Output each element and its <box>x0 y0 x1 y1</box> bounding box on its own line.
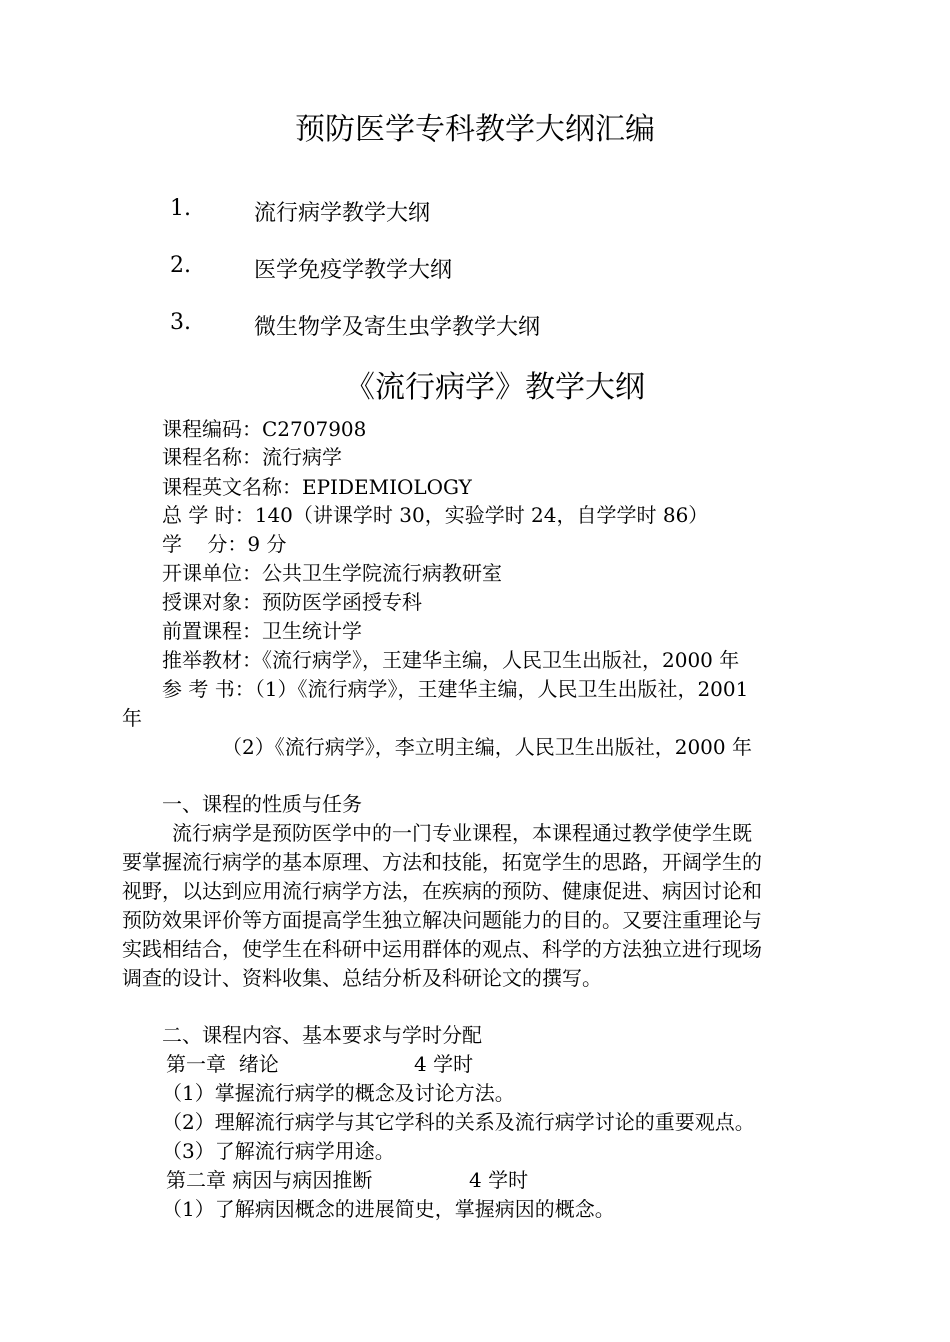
section-1-line: 调查的设计、资料收集、总结分析及科研论文的撰写。 <box>122 966 602 990</box>
course-hours: 总 学 时：140（讲课学时 30，实验学时 24，自学学时 86） <box>162 503 709 527</box>
chapter-1-item: （3）了解流行病学用途。 <box>162 1139 395 1163</box>
course-unit: 开课单位：公共卫生学院流行病教研室 <box>162 561 502 585</box>
course-english-name: 课程英文名称：EPIDEMIOLOGY <box>162 475 472 499</box>
course-name: 课程名称：流行病学 <box>162 445 342 469</box>
course-prerequisite: 前置课程：卫生统计学 <box>162 619 362 643</box>
syllabus-title: 《流行病学》教学大纲 <box>345 370 645 405</box>
toc-number-3: 3. <box>170 310 191 335</box>
toc-number-2: 2. <box>170 253 191 278</box>
toc-number-1: 1. <box>170 196 191 221</box>
section-2-heading: 二、课程内容、基本要求与学时分配 <box>162 1023 482 1047</box>
section-1-line: 视野，以达到应用流行病学方法，在疾病的预防、健康促进、病因讨论和 <box>122 879 762 903</box>
toc-item-3: 微生物学及寄生虫学教学大纲 <box>254 315 541 340</box>
section-1-line: 实践相结合，使学生在科研中运用群体的观点、科学的方法独立进行现场 <box>122 937 762 961</box>
chapter-2-hours: 4 学时 <box>469 1168 529 1192</box>
chapter-2-title: 第二章 病因与病因推断 <box>166 1168 373 1192</box>
toc-item-2: 医学免疫学教学大纲 <box>254 258 453 283</box>
chapter-1-item: （1）掌握流行病学的概念及讨论方法。 <box>162 1081 515 1105</box>
chapter-1-item: （2）理解流行病学与其它学科的关系及流行病学讨论的重要观点。 <box>162 1110 755 1134</box>
section-1-line: 流行病学是预防医学中的一门专业课程，本课程通过教学使学生既 <box>172 821 752 845</box>
chapter-1-title: 第一章 绪论 <box>166 1052 279 1076</box>
course-target: 授课对象：预防医学函授专科 <box>162 590 422 614</box>
course-credits: 学 分：9 分 <box>162 532 287 556</box>
course-textbook: 推举教材：《流行病学》，王建华主编，人民卫生出版社，2000 年 <box>162 648 740 672</box>
course-reference-1-wrap: 年 <box>122 706 142 730</box>
course-reference-2: （2）《流行病学》，李立明主编，人民卫生出版社，2000 年 <box>222 735 752 759</box>
chapter-1-hours: 4 学时 <box>414 1052 474 1076</box>
course-reference-1: 参 考 书：（1）《流行病学》，王建华主编，人民卫生出版社，2001 <box>162 677 749 701</box>
chapter-2-item: （1）了解病因概念的进展简史，掌握病因的概念。 <box>162 1197 615 1221</box>
toc-item-1: 流行病学教学大纲 <box>254 201 431 226</box>
section-1-heading: 一、课程的性质与任务 <box>162 792 362 816</box>
section-1-line: 预防效果评价等方面提高学生独立解决问题能力的目的。又要注重理论与 <box>122 908 762 932</box>
document-title: 预防医学专科教学大纲汇编 <box>295 112 655 147</box>
course-code: 课程编码：C2707908 <box>162 417 367 441</box>
section-1-line: 要掌握流行病学的基本原理、方法和技能，拓宽学生的思路，开阔学生的 <box>122 850 762 874</box>
